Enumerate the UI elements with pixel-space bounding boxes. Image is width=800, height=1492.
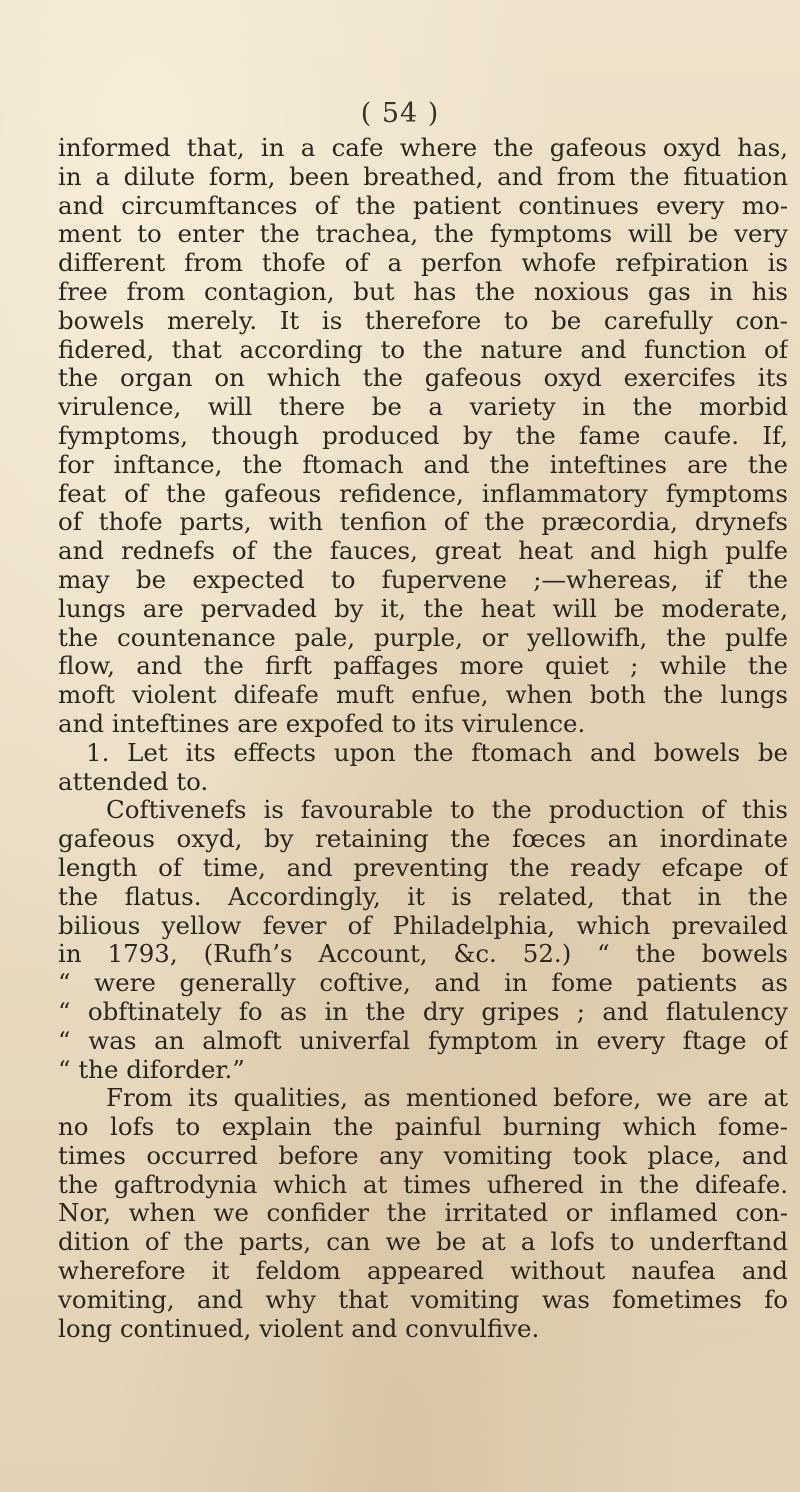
text-line: the flatus. Accordingly, it is related, that in the xyxy=(58,882,788,911)
text-line: attended to. xyxy=(58,767,209,796)
text-line: informed that, in a cafe where the gafeous oxyd has, xyxy=(58,134,788,162)
text-line: ment to enter the trachea, the fymptoms will be very xyxy=(58,220,788,249)
text-line: free from contagion, but has the noxious gas in his xyxy=(58,277,788,306)
text-line: moft violent difeafe muft enfue, when both the lungs xyxy=(58,681,788,710)
text-line: in 1793, (Rufh’s Account, &c. 52.) “ the bowels xyxy=(58,940,788,969)
text-line: fymptoms, though produced by the fame caufe. If, xyxy=(58,421,788,450)
text-line: “ were generally coftive, and in fome patients as xyxy=(58,969,788,998)
text-line: From its qualities, as mentioned before, we are at xyxy=(106,1084,788,1113)
text-line: for inftance, the ftomach and the inteftines are the xyxy=(58,450,788,479)
text-line: may be expected to fupervene ;—whereas, if the xyxy=(58,565,788,594)
text-line: feat of the gafeous refidence, inflammatory fymptoms xyxy=(58,479,788,508)
text-line: no lofs to explain the painful burning which fome- xyxy=(58,1113,788,1142)
text-line: flow, and the firft paffages more quiet ; while the xyxy=(58,652,788,681)
text-line: long continued, violent and convulfive. xyxy=(58,1314,540,1343)
text-line: virulence, will there be a variety in the morbid xyxy=(58,393,788,422)
text-line: times occurred before any vomiting took place, and xyxy=(58,1141,788,1170)
text-line: bowels merely. It is therefore to be carefully con- xyxy=(58,306,788,335)
body-text xyxy=(58,134,788,1343)
text-line: the countenance pale, purple, or yellowifh, the pulfe xyxy=(58,623,788,652)
text-line: the gaftrodynia which at times ufhered in the difeafe. xyxy=(58,1170,788,1199)
text-line: gafeous oxyd, by retaining the fœces an inordinate xyxy=(58,825,788,854)
text-line: Nor, when we confider the irritated or inflamed con- xyxy=(58,1199,788,1228)
page-number: ( 54 ) xyxy=(360,98,440,129)
text-line: dition of the parts, can we be at a lofs to underftand xyxy=(58,1228,788,1257)
text-line: Coftivenefs is favourable to the production of this xyxy=(106,796,788,825)
text-line: “ obftinately fo as in the dry gripes ; and flatulency xyxy=(58,997,788,1026)
text-line: “ was an almoft univerfal fymptom in every ftage of xyxy=(58,1026,788,1055)
text-line: vomiting, and why that vomiting was fometimes fo xyxy=(58,1285,788,1314)
text-line: bilious yellow fever of Philadelphia, which prevailed xyxy=(58,911,788,940)
text-line: and circumftances of the patient continues every mo- xyxy=(58,191,788,220)
text-line: length of time, and preventing the ready efcape of xyxy=(58,853,788,882)
text-line: different from thofe of a perfon whofe refpiration is xyxy=(58,249,788,278)
text-line: in a dilute form, been breathed, and from the fituation xyxy=(58,162,788,191)
text-line: and rednefs of the fauces, great heat and high pulfe xyxy=(58,537,788,566)
text-line: 1. Let its effects upon the ftomach and bowels be xyxy=(86,738,788,767)
text-line: fidered, that according to the nature and function of xyxy=(58,335,788,364)
text-line: lungs are pervaded by it, the heat will be moderate, xyxy=(58,594,788,623)
text-line: the organ on which the gafeous oxyd exercifes its xyxy=(58,364,788,393)
text-line: of thofe parts, with tenfion of the præcordia, drynefs xyxy=(58,508,788,537)
text-line: wherefore it feldom appeared without naufea and xyxy=(58,1257,788,1286)
text-line: “ the diforder.” xyxy=(58,1055,245,1084)
text-line: and inteftines are expofed to its virulence. xyxy=(58,709,586,738)
